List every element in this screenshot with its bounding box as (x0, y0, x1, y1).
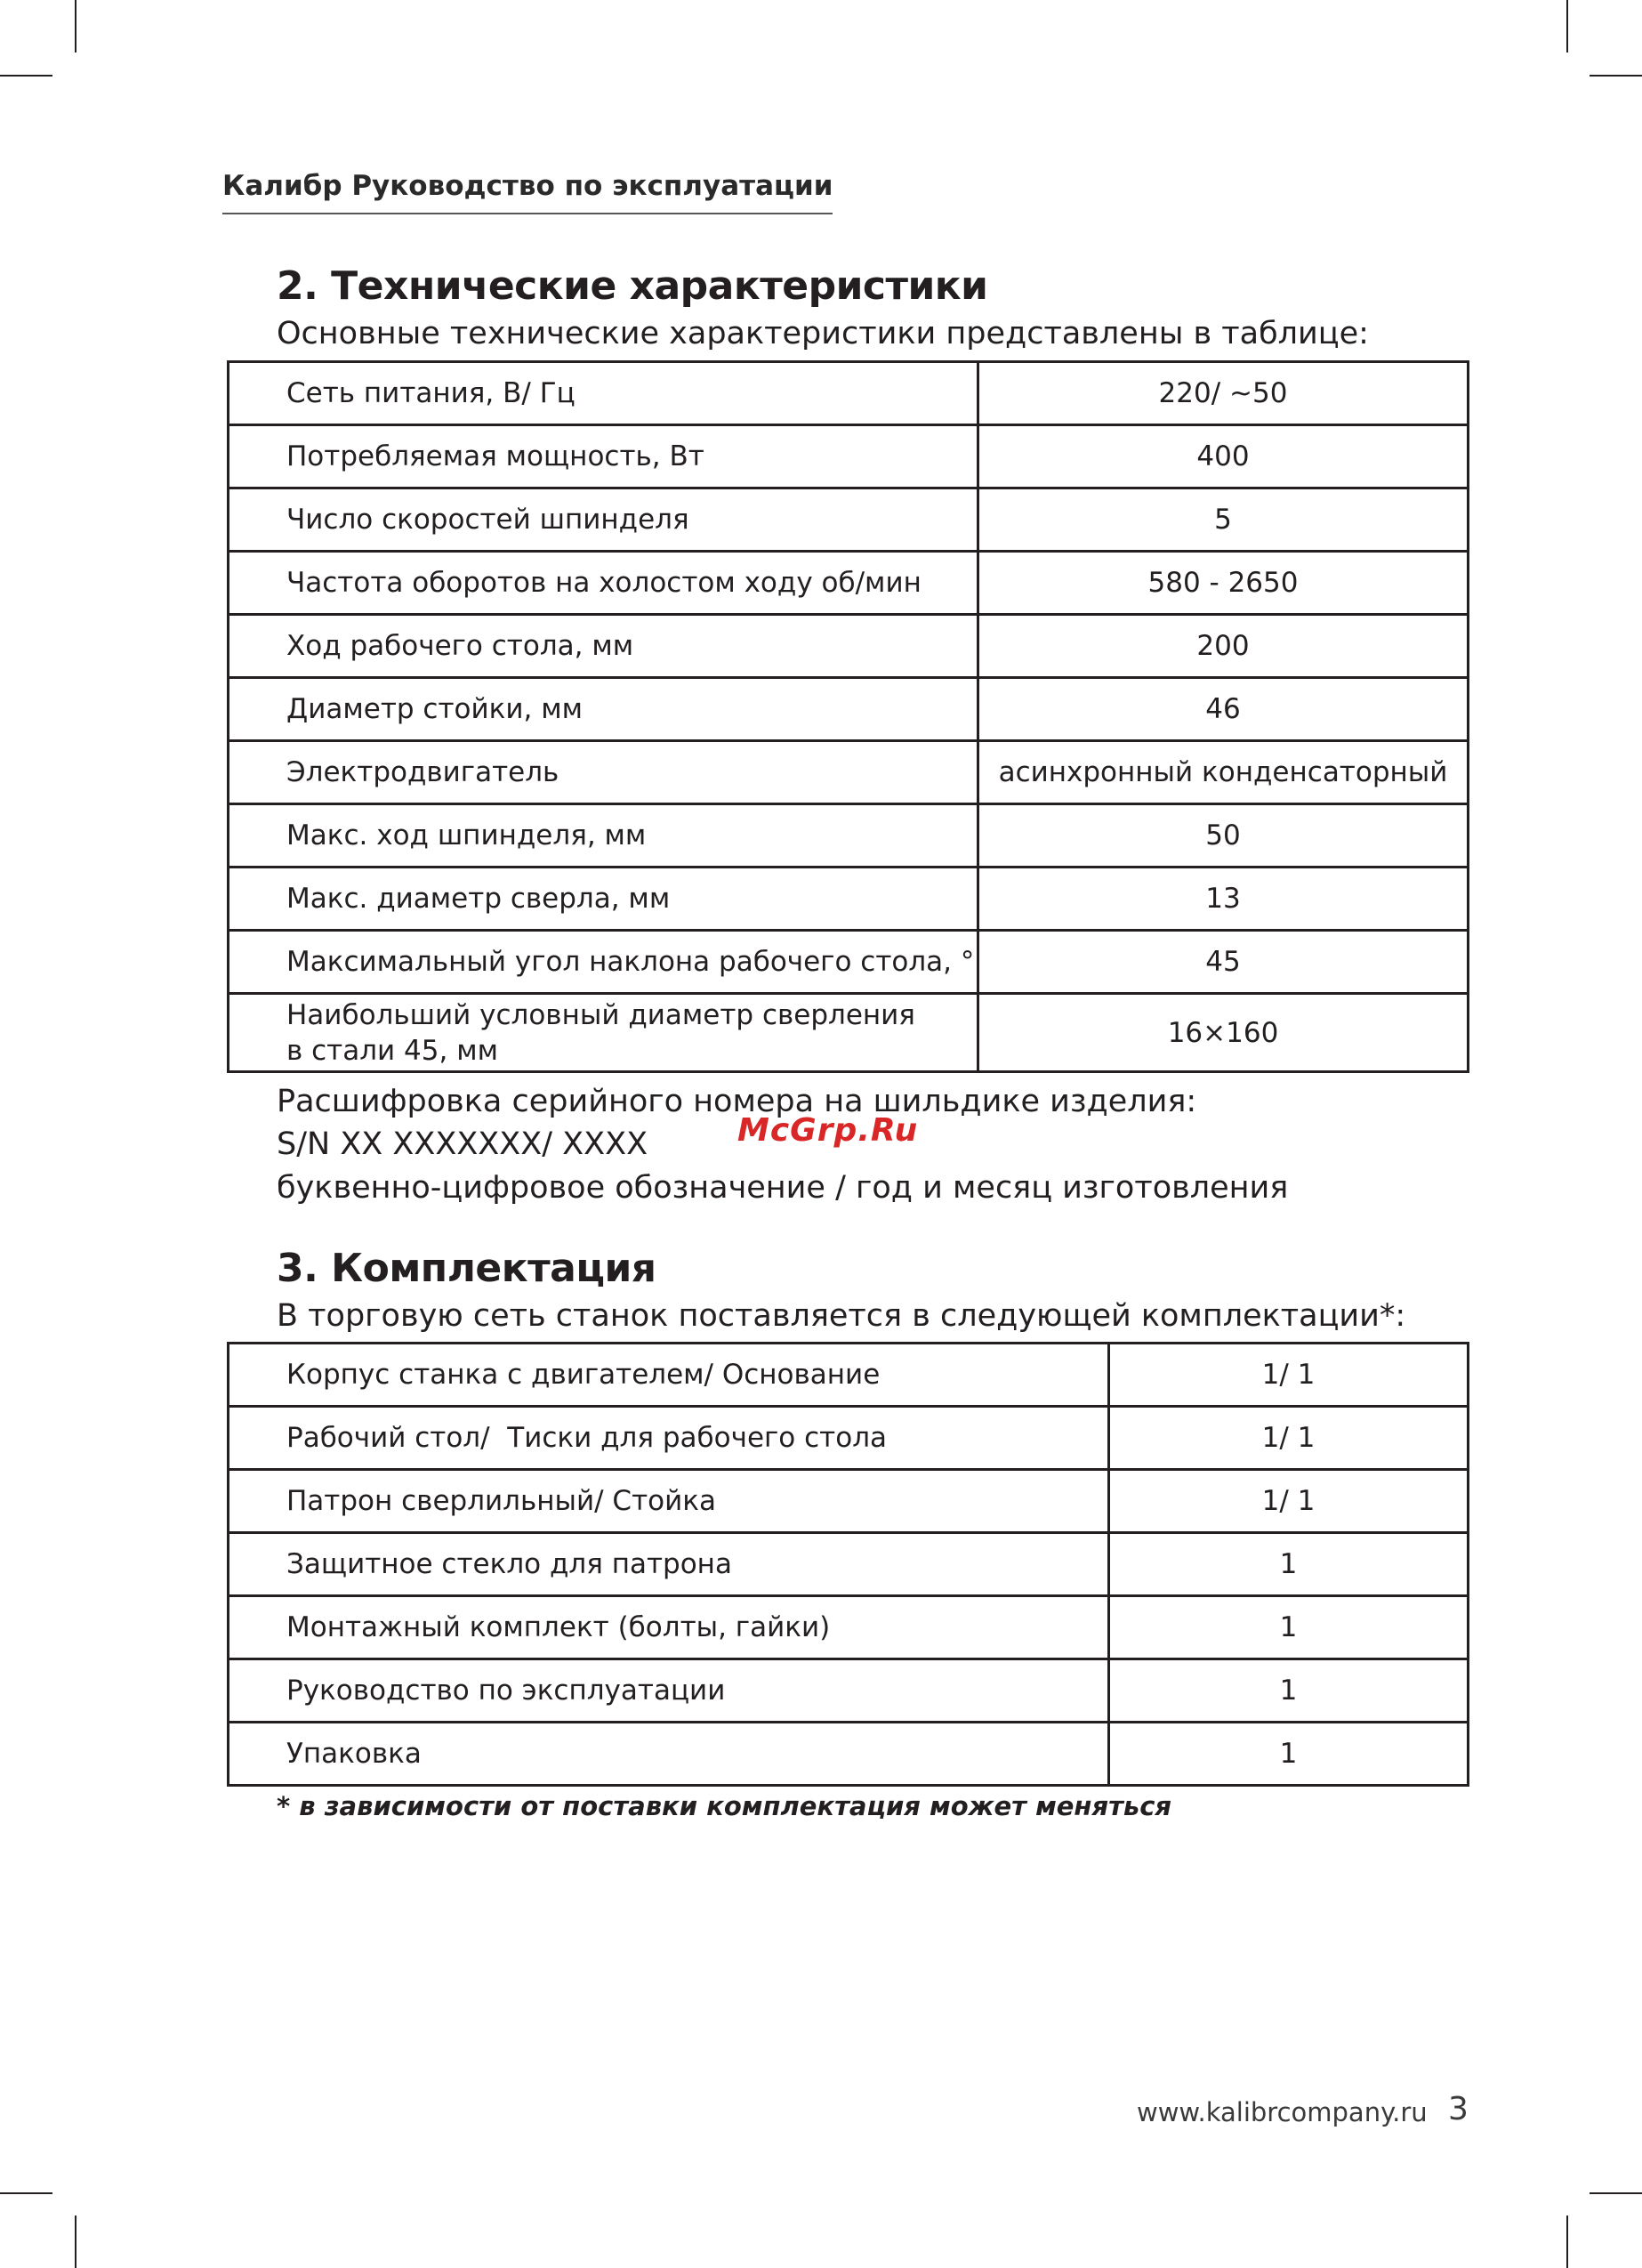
spec-value: 580 - 2650 (978, 552, 1469, 615)
footer-url: www.kalibrcompany.ru (1137, 2097, 1428, 2127)
section-2-intro: Основные технические характеристики представлены в таблице: (277, 316, 1369, 351)
spec-name: Сеть питания, В/ Гц (229, 362, 978, 425)
item-name: Корпус станка с двигателем/ Основание (229, 1344, 1109, 1407)
table-row (229, 615, 1469, 678)
table-row (229, 1344, 1469, 1407)
spec-value: 220/ ~50 (978, 362, 1469, 425)
spec-value: 45 (978, 931, 1469, 994)
table-row (229, 362, 1469, 425)
crop-mark (75, 0, 76, 52)
serial-explanation: буквенно-цифровое обозначение / год и месяц изготовления (277, 1170, 1289, 1206)
crop-mark (1566, 2216, 1568, 2268)
section-3-title: 3. Комплектация (277, 1246, 656, 1291)
item-name: Патрон сверлильный/ Стойка (229, 1470, 1109, 1533)
spec-name: Макс. диаметр сверла, мм (229, 868, 978, 931)
item-quantity: 1 (1109, 1533, 1469, 1596)
table-row (229, 552, 1469, 615)
table-row (229, 1533, 1469, 1596)
spec-value: 50 (978, 804, 1469, 868)
table-row (229, 425, 1469, 488)
table-row (229, 678, 1469, 741)
item-quantity: 1/ 1 (1109, 1407, 1469, 1470)
footnote: * в зависимости от поставки комплектация может меняться (277, 1791, 1172, 1821)
section-3-intro: В торговую сеть станок поставляется в следующей комплектации*: (277, 1298, 1406, 1334)
crop-mark (0, 2192, 52, 2194)
item-quantity: 1 (1109, 1723, 1469, 1786)
spec-name: Ход рабочего стола, мм (229, 615, 978, 678)
item-name: Руководство по эксплуатации (229, 1659, 1109, 1723)
item-name: Рабочий стол/ Тиски для рабочего стола (229, 1407, 1109, 1470)
crop-mark (1566, 0, 1568, 52)
section-2-title: 2. Технические характеристики (277, 263, 988, 309)
table-row (229, 1659, 1469, 1723)
spec-name: Потребляемая мощность, Вт (229, 425, 978, 488)
item-name: Упаковка (229, 1723, 1109, 1786)
spec-name: Число скоростей шпинделя (229, 488, 978, 552)
watermark: McGrp.Ru (737, 1112, 919, 1149)
contents-table (227, 1342, 1469, 1787)
table-row (229, 488, 1469, 552)
spec-name-line: в стали 45, мм (286, 1034, 498, 1067)
item-quantity: 1/ 1 (1109, 1470, 1469, 1533)
table-row (229, 868, 1469, 931)
table-row (229, 1470, 1469, 1533)
serial-format: S/N XX XXXXXXX/ XXXX (277, 1126, 648, 1162)
item-quantity: 1/ 1 (1109, 1344, 1469, 1407)
spec-value: 400 (978, 425, 1469, 488)
table-row (229, 741, 1469, 804)
table-row (229, 1723, 1469, 1786)
crop-mark (0, 75, 52, 77)
spec-name: Максимальный угол наклона рабочего стола, ° (229, 931, 978, 994)
crop-mark (75, 2216, 76, 2268)
crop-mark (1590, 2192, 1642, 2194)
spec-name: Частота оборотов на холостом ходу об/мин (229, 552, 978, 615)
spec-value: асинхронный конденсаторный (978, 741, 1469, 804)
running-head: Калибр Руководство по эксплуатации (222, 170, 833, 214)
spec-value: 200 (978, 615, 1469, 678)
table-row (229, 1596, 1469, 1659)
spec-value: 16×160 (978, 994, 1469, 1072)
table-row (229, 931, 1469, 994)
crop-mark (1590, 75, 1642, 77)
table-row (229, 804, 1469, 868)
item-quantity: 1 (1109, 1596, 1469, 1659)
spec-name: Диаметр стойки, мм (229, 678, 978, 741)
spec-name (229, 994, 978, 1072)
specs-table (227, 360, 1469, 1073)
spec-value: 5 (978, 488, 1469, 552)
table-row (229, 994, 1469, 1072)
page-number: 3 (1448, 2091, 1469, 2127)
spec-name: Электродвигатель (229, 741, 978, 804)
spec-value: 13 (978, 868, 1469, 931)
table-row (229, 1407, 1469, 1470)
spec-value: 46 (978, 678, 1469, 741)
item-name: Защитное стекло для патрона (229, 1533, 1109, 1596)
item-name: Монтажный комплект (болты, гайки) (229, 1596, 1109, 1659)
spec-name-line: Наибольший условный диаметр сверления (286, 998, 915, 1031)
item-quantity: 1 (1109, 1659, 1469, 1723)
spec-name: Макс. ход шпинделя, мм (229, 804, 978, 868)
serial-heading: Расшифровка серийного номера на шильдике изделия: (277, 1084, 1197, 1119)
